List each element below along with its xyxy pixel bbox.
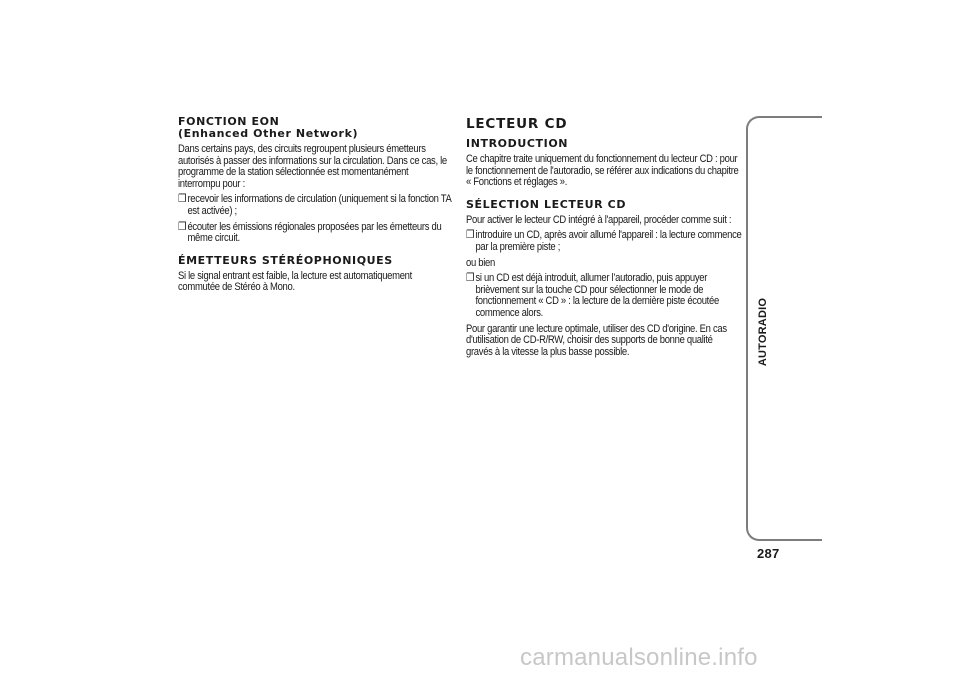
- page-number: 287: [757, 546, 780, 561]
- eon-bullet-text: écouter les émissions régionales proposées par les émetteurs du même circuit.: [187, 220, 442, 245]
- introduction-paragraph: Ce chapitre traite uniquement du fonctionnement du lecteur CD : pour le fonctionnement de l'autoradio, se référer aux indications du chapitre « Fonctions et réglages ».: [466, 153, 739, 189]
- section-tab-text: AUTORADIO: [757, 297, 769, 367]
- stereo-heading: ÉMETTEURS STÉRÉOPHONIQUES: [178, 253, 393, 267]
- cd-player-heading: LECTEUR CD: [466, 116, 568, 132]
- checkbox-bullet-icon: ❒: [466, 272, 475, 285]
- cd-quality-paragraph: Pour garantir une lecture optimale, utiliser des CD d'origine. En cas d'utilisation de CD-R/RW, choisir des supports de bonne qualité gravés à la vitesse la plus basse possible.: [466, 322, 727, 358]
- eon-bullet-text: recevoir les informations de circulation (uniquement si la fonction TA est activée) ;: [187, 193, 452, 217]
- cd-selection-paragraph: Pour activer le lecteur CD intégré à l'appareil, procéder comme suit :: [466, 213, 732, 226]
- eon-bullet-item: [178, 222, 459, 245]
- cd-bullet-text: introduire un CD, après avoir allumé l'appareil : la lecture commence par la première piste ;: [475, 229, 742, 253]
- source-watermark: carmanualsonline.info: [520, 644, 758, 671]
- introduction-heading: INTRODUCTION: [466, 137, 569, 150]
- cd-selection-heading: SÉLECTION LECTEUR CD: [466, 197, 627, 211]
- eon-heading-line2: (Enhanced Other Network): [178, 127, 359, 140]
- stereo-paragraph: Si le signal entrant est faible, la lecture est automatiquement commutée de Stéréo à Mono.: [178, 269, 412, 294]
- checkbox-bullet-icon: ❒: [178, 193, 187, 206]
- left-column: [178, 116, 450, 294]
- eon-heading-line1: FONCTION EON: [178, 115, 280, 128]
- checkbox-bullet-icon: ❒: [178, 220, 187, 233]
- eon-intro-paragraph: Dans certains pays, des circuits regroupent plusieurs émetteurs autorisés à passer des informations sur la circulation. Dans ce cas, le programme de la station sélectionnée est momentanément interrompu pour :: [178, 143, 447, 190]
- cd-bullet-text: si un CD est déjà introduit, allumer l’autoradio, puis appuyer brièvement sur la touche CD pour sélectionner le mode de fonctionnement « CD » : la lecture de la dernière piste écoutée commence alors.: [475, 272, 719, 319]
- cd-bullet-item: [466, 273, 751, 319]
- checkbox-bullet-icon: ❒: [466, 229, 475, 242]
- or-text: ou bien: [466, 256, 495, 269]
- eon-bullet-item: [178, 194, 459, 217]
- right-column: [466, 116, 742, 358]
- cd-bullet-item: [466, 230, 751, 253]
